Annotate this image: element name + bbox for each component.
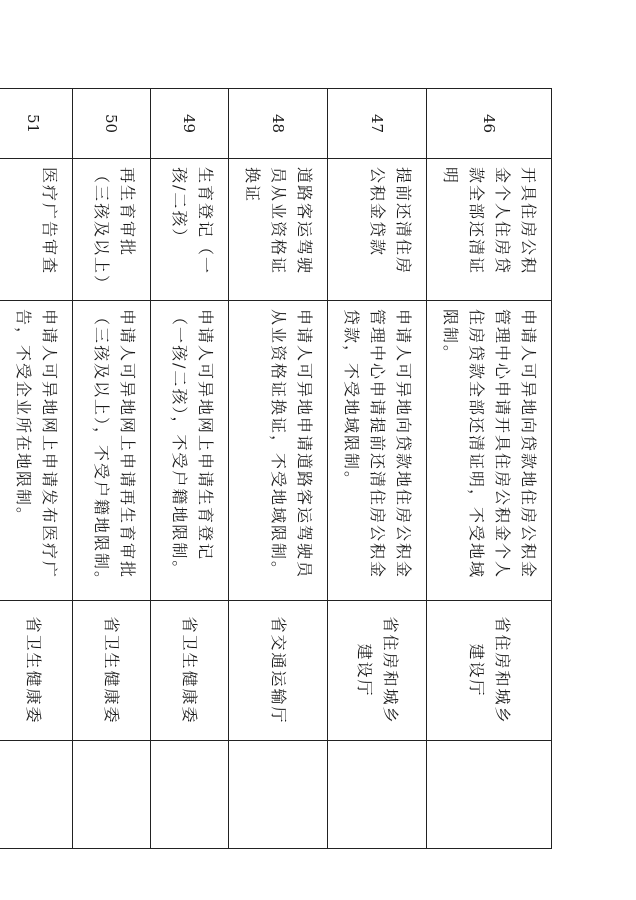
responsible-department: 省住房和城乡建设厅 [328, 601, 427, 741]
row-number: 47 [328, 89, 427, 159]
row-number: 51 [0, 89, 73, 159]
row-number: 50 [73, 89, 151, 159]
item-name: 提前还清住房公积金贷款 [328, 159, 427, 301]
item-name: 生育登记（一孩/二孩） [151, 159, 229, 301]
matters-table [0, 88, 552, 849]
item-description: 申请人可异地申请道路客运驾驶员从业资格证换证，不受地域限制。 [229, 301, 328, 601]
responsible-department: 省卫生健康委 [151, 601, 229, 741]
item-description: 申请人可异地网上申请生育登记（一孩/二孩），不受户籍地限制。 [151, 301, 229, 601]
responsible-department: 省交通运输厅 [229, 601, 328, 741]
row-number: 48 [229, 89, 328, 159]
table-row [151, 89, 229, 849]
table-row [73, 89, 151, 849]
row-number: 46 [427, 89, 552, 159]
remarks-cell [73, 741, 151, 849]
table-row [229, 89, 328, 849]
responsible-department: 省住房和城乡建设厅 [427, 601, 552, 741]
table-row [0, 89, 73, 849]
responsible-department: 省卫生健康委 [73, 601, 151, 741]
remarks-cell [151, 741, 229, 849]
item-description: 申请人可异地向贷款地住房公积金管理中心申请开具住房公积金个人住房贷款全部还清证明，不受地域限制。 [427, 301, 552, 601]
item-description: 申请人可异地网上申请再生育审批（三孩及以上），不受户籍地限制。 [73, 301, 151, 601]
table-row [328, 89, 427, 849]
row-number: 49 [151, 89, 229, 159]
remarks-cell [0, 741, 73, 849]
item-name: 医疗广告审查 [0, 159, 73, 301]
remarks-cell [427, 741, 552, 849]
item-name: 再生育审批（三孩及以上） [73, 159, 151, 301]
item-name: 道路客运驾驶员从业资格证换证 [229, 159, 328, 301]
item-name: 开具住房公积金个人住房贷款全部还清证明 [427, 159, 552, 301]
remarks-cell [328, 741, 427, 849]
responsible-department: 省卫生健康委 [0, 601, 73, 741]
table-row [427, 89, 552, 849]
item-description: 申请人可异地网上申请发布医疗广告，不受企业所在地限制。 [0, 301, 73, 601]
remarks-cell [229, 741, 328, 849]
item-description: 申请人可异地向贷款地住房公积金管理中心申请提前还清住房公积金贷款，不受地域限制。 [328, 301, 427, 601]
